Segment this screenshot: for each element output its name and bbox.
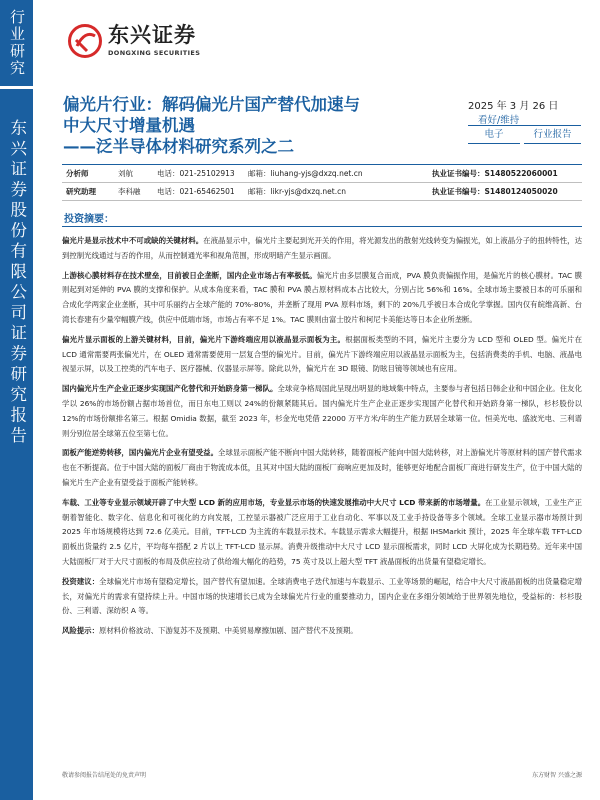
paragraph-lead: 偏光片是显示技术中不可或缺的关键材料。 — [62, 236, 204, 245]
analyst-name: 李科融 — [118, 187, 141, 196]
rating-box — [468, 110, 581, 126]
paragraph — [62, 333, 582, 377]
rating-label: 看好/维持 — [478, 115, 520, 126]
report-date: 2025 年 3 月 26 日 — [468, 101, 559, 112]
paragraph-lead: 偏光片显示面板的上游关键材料，目前，偏光片下游终端应用以液晶显示面板为主。 — [62, 334, 346, 344]
paragraph-text: 全球偏光片市场有望稳定增长，国产替代有望加速。全球消费电子迭代加速与车载显示、工业等场景的崛起，结合中大尺寸液晶面板的出货量稳定增长，对偏光片的需求有望持续上升。中国市场的快速增长已成为全球偏光片行业的重要推动力，国内企业在多细分领域给于世界领先地位，受益标的：杉杉股份、三利谱、深纺织 A 等。 — [62, 576, 582, 616]
paragraph-lead: 国内偏光片生产企业正逐步实现国产化替代和开始跻身第一梯队。 — [62, 384, 278, 394]
sidebar-category — [0, 0, 33, 86]
analyst-email: 邮箱：likr-yjs@dxzq.net.cn — [248, 187, 346, 196]
logo-name-cn: 东兴证券 — [108, 23, 196, 47]
summary-body — [62, 234, 582, 644]
summary-heading — [62, 208, 582, 227]
tag-sector: 电子 — [468, 128, 520, 144]
paragraph — [62, 234, 582, 264]
paragraph-text: 全球竞争格局国此呈现出明显的地域集中特点，主要参与者包括日韩企业和中国企业。住友化学以 26%的市场份额占据市场首位，而日东电工则以 24%的份额紧随其后。国内偏光片生产企业正逐步实现国产化替代和开始跻身第一梯队，杉杉股份以 12%的市场份额排名第三。根据 Omidia 数据，截至 2023 年，杉金光电凭借 22000 万平方米/年的生产能力跃居全球第一位。恒美光电、盛波光电、三利谱则分别位居全球第五位至第七位。 — [62, 384, 582, 438]
analyst-role: 研究助理 — [66, 187, 96, 196]
analyst-phone: 电话：021-25102913 — [157, 169, 235, 178]
paragraph-lead: 上游核心膜材料存在技术壁垒，目前被日企垄断，国内企业市场占有率极低。 — [62, 270, 317, 280]
paragraph-text: 偏光片由多层膜复合而成，PVA 膜负责偏振作用，是偏光片的核心膜材。TAC 膜则起到对延伸的 PVA 膜的支撑和保护。从成本角度来看，TAC 膜和 PVA 膜占原材料成本占比较大，分别占比 56%和 16%。全球市场主要被日本的可乐丽和合成化学两家企业垄断，其中可乐丽约占全球产能的 70%-80%，并垄断了现用 PVA 原料市场，剩下的 20%几乎被日本合成化学掌握。国内仅有皖维高新、台湾长春建有少量窄幅膜产线，供应中低端市场，市场占有率不足 1%。TAC 膜则由富士胶片和柯尼卡美能达等日本企业所垄断。 — [62, 270, 582, 324]
paragraph — [62, 575, 582, 619]
logo-name-en: DONGXING SECURITIES — [108, 49, 201, 57]
paragraph-text: 根据面板类型的不同，偏光片主要分为 LCD 型和 OLED 型。偏光片在 LCD 通常需要两张偏光片，在 OLED 通常需要使用一层复合型的偏光片。目前，偏光片下游终端应用以液晶显示面板为主，包括消费类的手机、电脑、液晶电视显示屏，以及工控类的汽车电子、医疗器械、仪器显示屏等。除此以外，偏光片在 3D 眼镜、防眩目镜等领域也有应用。 — [62, 334, 582, 374]
analyst-name: 刘航 — [118, 169, 133, 178]
analyst-role: 分析师 — [66, 169, 89, 178]
sidebar — [0, 0, 33, 800]
report-title-line: 中大尺寸增量机遇 — [63, 116, 195, 135]
sidebar-publisher-label: 东兴证券股份有限公司证券研究报告 — [7, 119, 27, 447]
tag-report-type: 行业报告 — [524, 128, 581, 144]
paragraph-lead: 投资建议： — [62, 576, 100, 586]
analyst-row — [62, 164, 582, 183]
paragraph-lead: 风险提示： — [62, 626, 99, 636]
paragraph-text: 原材料价格波动、下游复苏不及预期、中美贸易摩擦加剧、国产替代不及预期。 — [98, 626, 358, 636]
analyst-license: 执业证书编号：S1480124050020 — [432, 187, 558, 196]
paragraph-text: 在液晶显示中，偏光片主要起到光开关的作用，将光源发出的散射光线转变为偏振光，如上液晶分子的扭转特性，达到控制光线通过与否的作用，从而控制通光率和视角范围，形成明暗产生显示画面。 — [62, 236, 582, 260]
dongxing-logo-icon — [68, 24, 102, 58]
disclaimer-note: 敬请参阅报告结尾处的免责声明 — [62, 772, 147, 779]
paragraph-lead: 面板产能逆势转移，国内偏光片企业有望受益。 — [62, 448, 219, 458]
report-subtitle: ——泛半导体材料研究系列之二 — [63, 137, 294, 156]
company-logo — [68, 24, 200, 58]
paragraph — [62, 624, 582, 639]
paragraph — [62, 269, 582, 328]
company-slogan: 东方财智 兴盛之源 — [532, 772, 582, 779]
analyst-table — [62, 164, 582, 201]
analyst-row — [62, 183, 582, 201]
paragraph — [62, 382, 582, 441]
analyst-phone: 电话：021-65462501 — [157, 187, 235, 196]
analyst-license: 执业证书编号：S1480522060001 — [432, 169, 558, 178]
paragraph-lead: 车载、工业等专业显示领域开辟了中大型 LCD 新的应用市场，专业显示市场的快速发展推动中大尺寸 LCD 带来新的市场增量。 — [62, 497, 486, 507]
sidebar-publisher — [0, 89, 33, 800]
summary-heading-label: 投资摘要： — [64, 214, 114, 225]
paragraph — [62, 446, 582, 490]
sidebar-category-label: 行业研究 — [8, 9, 26, 77]
analyst-email: 邮箱：liuhang-yjs@dxzq.net.cn — [248, 169, 363, 178]
report-title-line: 偏光片行业：解码偏光片国产替代加速与 — [63, 95, 360, 114]
paragraph-text: 全球显示面板产能不断向中国大陆转移，随着面板产能向中国大陆转移，对上游偏光片等原材料的国产替代需求也在不断提高。位于中国大陆的面板厂商由于物流成本低，且其对中国大陆的面板厂商响应更加及时，能够更好地配合面板厂商进行研发生产，位于中国大陆的偏光片生产企业有望受益于面板产能转移。 — [62, 448, 582, 487]
paragraph — [62, 496, 582, 570]
paragraph-text: 在工业显示领域，工业生产正朝着智能化、数字化、信息化和可视化的方向发展，工控显示器被广泛应用于工业自动化、军事以及工业手持设备等多个领域。全球工业显示器市场预计到 2025 年市场规模将达到 72.6 亿美元。目前，TFT-LCD 为主流的车载显示技术。车载显示需求大幅提升，根据 IHSMarkit 预计，2025 年全球车载 TFT-LCD 面板出货量约 2.5 亿片，平均每车搭配 2 片以上 TFT-LCD 显示屏。消费升级推动中大尺寸 LCD 显示面板需求，同时 LCD 大屏化成为长期趋势。近年来中国大陆面板厂对于大尺寸面板的布局及供应拉动了供给端大幅化的趋势，75 英寸及以上超大型 TFT 液晶面板的出货量有望稳定增长。 — [62, 497, 582, 566]
report-title — [63, 94, 443, 157]
